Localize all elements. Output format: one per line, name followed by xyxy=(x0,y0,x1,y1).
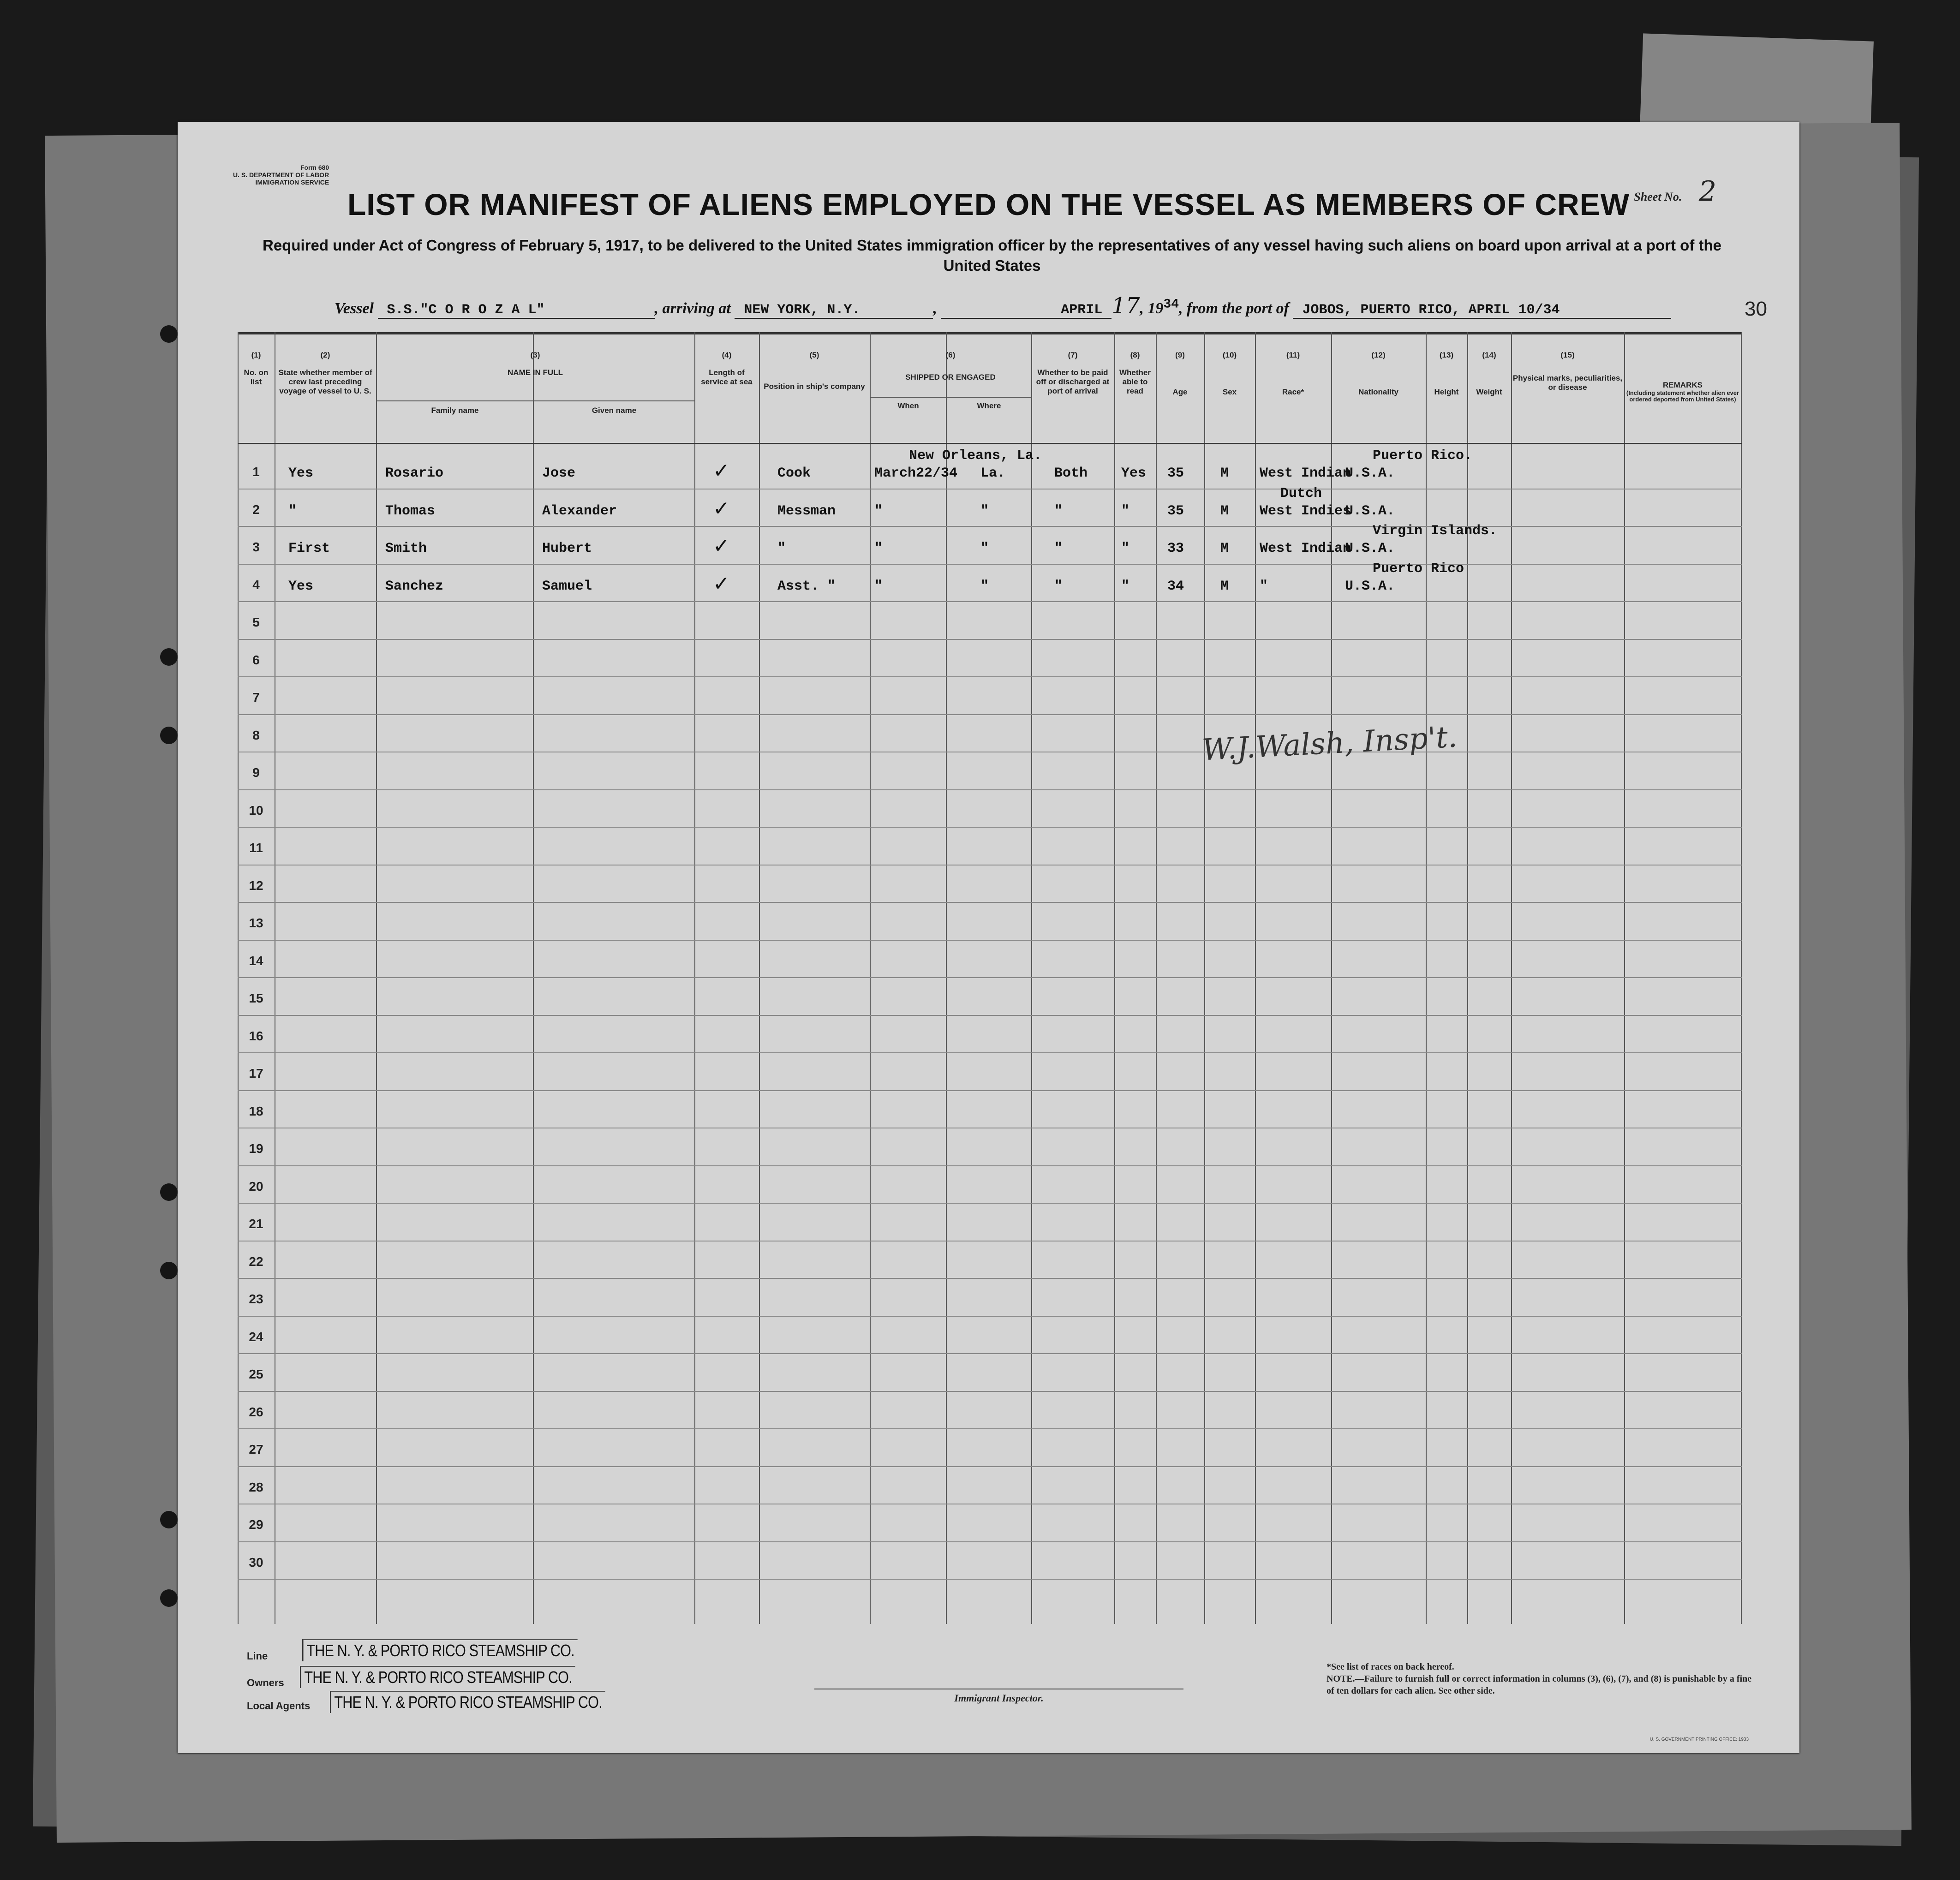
col13-label: Height xyxy=(1434,388,1459,396)
entry-race: West Indies xyxy=(1260,503,1351,519)
row-number: 14 xyxy=(249,953,263,968)
col7-header xyxy=(1032,351,1113,396)
row-number: 6 xyxy=(252,652,260,667)
row-number: 7 xyxy=(252,690,260,704)
vessel-name: S.S."C O R O Z A L" xyxy=(378,302,655,319)
row-number: 25 xyxy=(249,1367,263,1381)
entry-nationality-top: Virgin Islands. xyxy=(1373,523,1498,539)
col15-label: Physical marks, peculiarities, or disease xyxy=(1512,374,1623,392)
when-header: When xyxy=(897,401,919,410)
col15-header xyxy=(1512,351,1623,392)
punch-hole xyxy=(160,1262,178,1279)
row-number: 3 xyxy=(252,540,260,554)
table-top-rule xyxy=(238,332,1742,334)
given-name-header: Given name xyxy=(592,406,637,415)
entry-paid-off: Both xyxy=(1054,466,1088,481)
row-rule xyxy=(238,601,1742,602)
row-rule xyxy=(238,714,1742,715)
entry-where: " xyxy=(980,578,989,594)
entry-family: Thomas xyxy=(385,503,436,519)
row-rule xyxy=(238,564,1742,565)
vessel-line: Vessel S.S."C O R O Z A L" , arriving at NEW YORK, N.Y. , APRIL 17, $19^{34}$, from the port of JOBOS, PUERTO RICO, APRIL 10/34 xyxy=(335,293,1765,319)
entry-service: ✓ xyxy=(713,572,730,596)
row-number: 5 xyxy=(252,615,260,629)
row-number: 29 xyxy=(249,1517,263,1532)
row-rule xyxy=(238,902,1742,903)
col10-header xyxy=(1205,351,1254,397)
row-rule xyxy=(238,1541,1742,1542)
owners-label: Owners xyxy=(247,1677,284,1689)
col1-header xyxy=(238,351,275,387)
punch-hole xyxy=(160,1183,178,1201)
entry-position: Cook xyxy=(777,466,811,481)
departure-port: JOBOS, PUERTO RICO, APRIL 10/34 xyxy=(1293,302,1671,319)
entry-age: 33 xyxy=(1167,541,1184,556)
entry-read: " xyxy=(1121,503,1130,519)
row-number: 2 xyxy=(252,502,260,517)
row-rule xyxy=(238,639,1742,640)
col4-number: (4) xyxy=(722,351,732,359)
entry-prev-voyage: Yes xyxy=(288,578,314,594)
col3-number: (3) xyxy=(530,351,540,359)
row-rule xyxy=(238,940,1742,941)
document-subtitle: Required under Act of Congress of February 5, 1917, to be delivered to the United States immigration officer by the representatives of any vessel having such aliens on board upon arrival at a port of the United States xyxy=(262,237,1721,274)
entry-read: " xyxy=(1121,541,1130,556)
col12-label: Nationality xyxy=(1358,388,1398,396)
entry-given: Alexander xyxy=(542,503,617,519)
col1-number: (1) xyxy=(251,351,261,359)
entry-race: West Indian xyxy=(1260,466,1351,481)
entry-nationality-top: Puerto Rico xyxy=(1373,561,1464,577)
entry-when: " xyxy=(874,578,883,594)
entry-age: 35 xyxy=(1167,503,1184,519)
entry-paid-off: " xyxy=(1054,541,1063,556)
entry-service: ✓ xyxy=(713,459,730,483)
family-name-header: Family name xyxy=(431,406,479,415)
footer-note xyxy=(1327,1661,1756,1697)
entry-paid-off: " xyxy=(1054,503,1063,519)
entry-sex: M xyxy=(1220,578,1229,594)
punch-hole xyxy=(160,1511,178,1528)
line-label: Line xyxy=(247,1650,268,1662)
row-rule xyxy=(238,1165,1742,1166)
row-number: 28 xyxy=(249,1480,263,1494)
immigrant-inspector-line: Immigrant Inspector. xyxy=(814,1689,1183,1704)
inspector-signature: W.J.Walsh, Insp't. xyxy=(1201,720,1458,768)
remarks-sublabel: (Including statement whether alien ever ordered deported from United States) xyxy=(1626,389,1739,403)
row-rule xyxy=(238,1052,1742,1053)
col10-label: Sex xyxy=(1222,388,1237,396)
manifest-sheet xyxy=(178,122,1799,1753)
vessel-label: Vessel xyxy=(335,300,374,317)
entry-prev-voyage: Yes xyxy=(288,466,314,481)
col6-header xyxy=(871,351,1030,382)
arrival-day: 17 xyxy=(1111,293,1140,319)
col9-label: Age xyxy=(1172,388,1188,396)
entry-race-top: Dutch xyxy=(1280,485,1322,501)
col7-number: (7) xyxy=(1068,351,1078,359)
agents-label: Local Agents xyxy=(247,1700,311,1712)
col9-header xyxy=(1157,351,1203,397)
row-number: 17 xyxy=(249,1066,263,1080)
entry-given: Hubert xyxy=(542,541,592,556)
row-rule xyxy=(238,1316,1742,1317)
col9-number: (9) xyxy=(1175,351,1185,359)
sheet-number-value: 2 xyxy=(1698,175,1716,208)
row-number: 8 xyxy=(252,728,260,742)
row-rule xyxy=(238,1428,1742,1429)
col4-label: Length of service at sea xyxy=(701,368,753,386)
entry-when: " xyxy=(874,541,883,556)
entry-race: " xyxy=(1260,578,1268,594)
row-number: 10 xyxy=(249,803,263,818)
col3-label: NAME IN FULL xyxy=(508,368,563,377)
entry-sex: M xyxy=(1220,503,1229,519)
row-rule xyxy=(238,827,1742,828)
row-number: 22 xyxy=(249,1254,263,1269)
row-rule xyxy=(238,1015,1742,1016)
entry-when: March22/34 xyxy=(874,466,958,481)
year-prefix: 19 xyxy=(1147,300,1164,317)
row-number: 30 xyxy=(249,1555,263,1570)
entry-read: " xyxy=(1121,578,1130,594)
shipped-subheader-rule xyxy=(871,397,1031,398)
row-number: 13 xyxy=(249,916,263,930)
races-note: *See list of races on back hereof. xyxy=(1327,1662,1454,1672)
entry-age: 35 xyxy=(1167,466,1184,481)
line-stamp: THE N. Y. & PORTO RICO STEAMSHIP CO. xyxy=(302,1639,578,1661)
row-number: 11 xyxy=(249,841,263,855)
row-rule xyxy=(238,1203,1742,1204)
entry-given: Samuel xyxy=(542,578,592,594)
col1-label: No. on list xyxy=(244,368,269,386)
row-number: 19 xyxy=(249,1141,263,1156)
col2-number: (2) xyxy=(320,351,330,359)
header-bottom-rule xyxy=(238,443,1742,444)
document-title: LIST OR MANIFEST OF ALIENS EMPLOYED ON THE VESSEL AS MEMBERS OF CREW xyxy=(347,187,1630,221)
col5-header xyxy=(760,351,869,391)
remarks-label: REMARKS xyxy=(1663,381,1703,389)
col5-label: Position in ship's company xyxy=(764,382,865,391)
owners-stamp: THE N. Y. & PORTO RICO STEAMSHIP CO. xyxy=(300,1666,575,1688)
col15-number: (15) xyxy=(1560,351,1575,359)
entry-given: Jose xyxy=(542,466,576,481)
entry-where-top: New Orleans, La. xyxy=(909,448,1042,464)
entry-position: Messman xyxy=(777,503,836,519)
col3-header xyxy=(377,351,693,377)
col10-number: (10) xyxy=(1222,351,1237,359)
entry-race: West Indian xyxy=(1260,541,1351,556)
entry-where: La. xyxy=(980,466,1006,481)
printer-imprint: U. S. GOVERNMENT PRINTING OFFICE: 1933 xyxy=(1649,1737,1749,1742)
row-number: 27 xyxy=(249,1442,263,1456)
entry-where: " xyxy=(980,541,989,556)
entry-family: Sanchez xyxy=(385,578,444,594)
page-number: 30 xyxy=(1745,298,1767,320)
col8-label: Whether able to read xyxy=(1119,368,1151,395)
row-number: 4 xyxy=(252,577,260,592)
col6-label: SHIPPED OR ENGAGED xyxy=(905,373,996,382)
row-rule xyxy=(238,1353,1742,1354)
entry-prev-voyage: First xyxy=(288,541,330,556)
col8-header xyxy=(1115,351,1155,396)
entry-sex: M xyxy=(1220,541,1229,556)
form-identifier xyxy=(233,164,329,186)
manifest-table xyxy=(238,332,1742,1624)
row-number: 21 xyxy=(249,1217,263,1231)
row-rule xyxy=(238,1466,1742,1467)
col13-header xyxy=(1427,351,1466,397)
col12-number: (12) xyxy=(1371,351,1386,359)
sheet-number-label: Sheet No. xyxy=(1634,190,1682,203)
row-rule xyxy=(238,1090,1742,1091)
col11-number: (11) xyxy=(1286,351,1300,359)
row-rule xyxy=(238,1579,1742,1580)
row-number: 18 xyxy=(249,1104,263,1118)
punch-hole xyxy=(160,727,178,744)
col11-header xyxy=(1256,351,1330,397)
col13-number: (13) xyxy=(1439,351,1454,359)
col16-header xyxy=(1625,381,1740,403)
entry-nationality-top: Puerto Rico. xyxy=(1373,448,1473,464)
entry-nationality: U.S.A. xyxy=(1345,466,1395,481)
agents-stamp: THE N. Y. & PORTO RICO STEAMSHIP CO. xyxy=(330,1691,605,1713)
entry-sex: M xyxy=(1220,466,1229,481)
arriving-port: NEW YORK, N.Y. xyxy=(735,302,933,319)
punch-hole xyxy=(160,325,178,343)
entry-service: ✓ xyxy=(713,534,730,558)
entry-family: Rosario xyxy=(385,466,444,481)
col14-header xyxy=(1468,351,1510,397)
arriving-label: , arriving at xyxy=(654,300,731,317)
punch-hole xyxy=(160,1589,178,1607)
row-rule xyxy=(238,789,1742,790)
row-number: 12 xyxy=(249,878,263,893)
row-rule xyxy=(238,1278,1742,1279)
row-rule xyxy=(238,1391,1742,1392)
arrival-month: APRIL xyxy=(941,302,1111,319)
entry-when: " xyxy=(874,503,883,519)
fine-note: NOTE.—Failure to furnish full or correct information in columns (3), (6), (7), and (8) is punishable by a fine of ten dollars for each alien. See other side. xyxy=(1327,1674,1752,1696)
year-suffix: 34 xyxy=(1163,297,1179,312)
form-number: Form 680 xyxy=(300,164,329,171)
entry-paid-off: " xyxy=(1054,578,1063,594)
col8-number: (8) xyxy=(1130,351,1140,359)
entry-nationality: U.S.A. xyxy=(1345,541,1395,556)
entry-position: " xyxy=(777,541,786,556)
col5-number: (5) xyxy=(809,351,819,359)
row-number: 20 xyxy=(249,1179,263,1194)
row-number: 24 xyxy=(249,1329,263,1344)
where-header: Where xyxy=(977,401,1001,410)
col7-label: Whether to be paid off or discharged at port of arrival xyxy=(1036,368,1110,395)
row-number: 23 xyxy=(249,1292,263,1306)
col6-number: (6) xyxy=(945,351,956,359)
entry-position: Asst. " xyxy=(777,578,836,594)
col11-label: Race* xyxy=(1282,388,1304,396)
department-name: U. S. DEPARTMENT OF LABOR xyxy=(233,171,329,179)
col14-number: (14) xyxy=(1482,351,1496,359)
col2-label: State whether member of crew last preceding voyage of vessel to U. S. xyxy=(278,368,372,395)
row-rule xyxy=(238,676,1742,677)
service-name: IMMIGRATION SERVICE xyxy=(255,179,329,186)
entry-prev-voyage: " xyxy=(288,503,297,519)
col2-header xyxy=(275,351,375,396)
name-subheader-rule xyxy=(377,400,694,401)
col4-header xyxy=(695,351,758,387)
row-rule xyxy=(238,526,1742,527)
entry-where: " xyxy=(980,503,989,519)
entry-read: Yes xyxy=(1121,466,1147,481)
punch-hole xyxy=(160,648,178,666)
row-number: 1 xyxy=(252,465,260,479)
row-rule xyxy=(238,977,1742,978)
entry-nationality: U.S.A. xyxy=(1345,578,1395,594)
entry-family: Smith xyxy=(385,541,427,556)
row-number: 15 xyxy=(249,991,263,1005)
row-number: 16 xyxy=(249,1028,263,1043)
row-number: 26 xyxy=(249,1404,263,1419)
entry-nationality: U.S.A. xyxy=(1345,503,1395,519)
entry-service: ✓ xyxy=(713,496,730,520)
from-port-label: , from the port of xyxy=(1179,300,1289,317)
col12-header xyxy=(1332,351,1425,397)
col14-label: Weight xyxy=(1476,388,1502,396)
row-number: 9 xyxy=(252,765,260,780)
entry-age: 34 xyxy=(1167,578,1184,594)
